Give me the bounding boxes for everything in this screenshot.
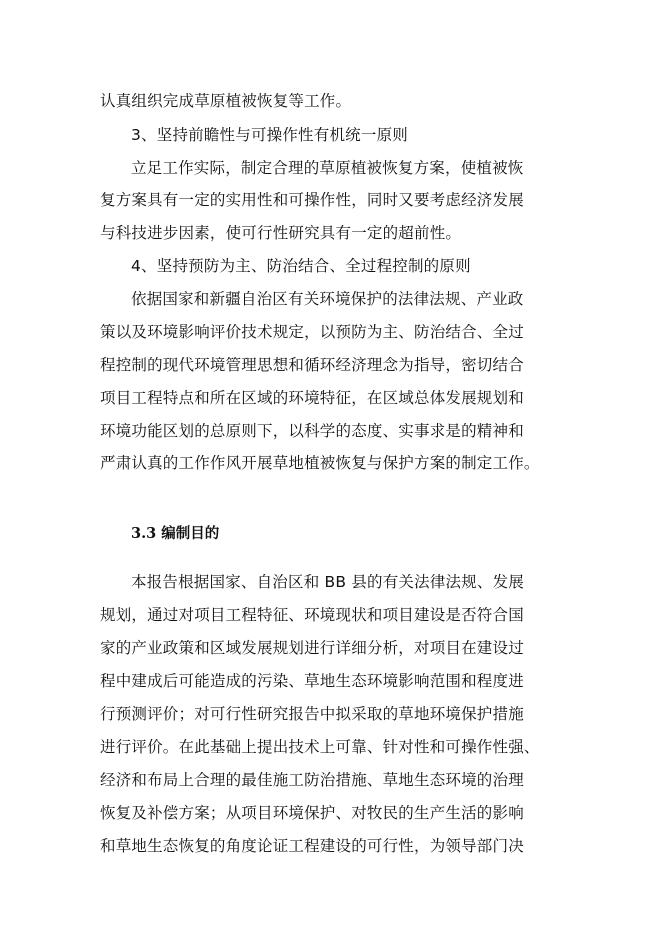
paragraph-line: 认真组织完成草原植被恢复等工作。 (100, 92, 352, 110)
paragraph-line: 复方案具有一定的实用性和可操作性，同时又要考虑经济发展 (100, 191, 524, 209)
paragraph-line: 策以及环境影响评价技术规定，以预防为主、防治结合、全过 (100, 323, 524, 341)
paragraph-line: 立足工作实际，制定合理的草原植被恢复方案，使植被恢 (131, 159, 524, 177)
principle-3-title: 3、坚持前瞻性与可操作性有机统一原则 (131, 126, 408, 144)
principle-4-title: 4、坚持预防为主、防治结合、全过程控制的原则 (131, 257, 471, 275)
paragraph-line: 程控制的现代环境管理思想和循环经济理念为指导，密切结合 (100, 356, 524, 374)
paragraph-line: 本报告根据国家、自治区和 BB 县的有关法律法规、发展 (131, 573, 525, 591)
paragraph-line: 依据国家和新疆自治区有关环境保护的法律法规、产业政 (131, 290, 524, 308)
paragraph-line: 行预测评价；对可行性研究报告中拟采取的草地环境保护措施 (100, 705, 524, 723)
paragraph-line: 严肃认真的工作作风开展草地植被恢复与保护方案的制定工作。 (100, 454, 540, 472)
paragraph-line: 与科技进步因素，使可行性研究具有一定的超前性。 (100, 224, 462, 242)
paragraph-line: 经济和布局上合理的最佳施工防治措施、草地生态环境的治理 (100, 771, 524, 789)
paragraph-line: 和草地生态恢复的角度论证工程建设的可行性，为领导部门决 (100, 837, 524, 855)
section-heading: 3.3 编制目的 (131, 525, 220, 542)
paragraph-line: 进行评价。在此基础上提出技术上可靠、针对性和可操作性强、 (100, 738, 540, 756)
paragraph-line: 恢复及补偿方案；从项目环境保护、对牧民的生产生活的影响 (100, 804, 524, 822)
paragraph-line: 环境功能区划的总原则下，以科学的态度、实事求是的精神和 (100, 422, 524, 440)
paragraph-line: 程中建成后可能造成的污染、草地生态环境影响范围和程度进 (100, 672, 524, 690)
paragraph-line: 规划，通过对项目工程特征、环境现状和项目建设是否符合国 (100, 606, 524, 624)
paragraph-line: 项目工程特点和所在区域的环境特征，在区域总体发展规划和 (100, 389, 524, 407)
paragraph-line: 家的产业政策和区域发展规划进行详细分析，对项目在建设过 (100, 639, 524, 657)
